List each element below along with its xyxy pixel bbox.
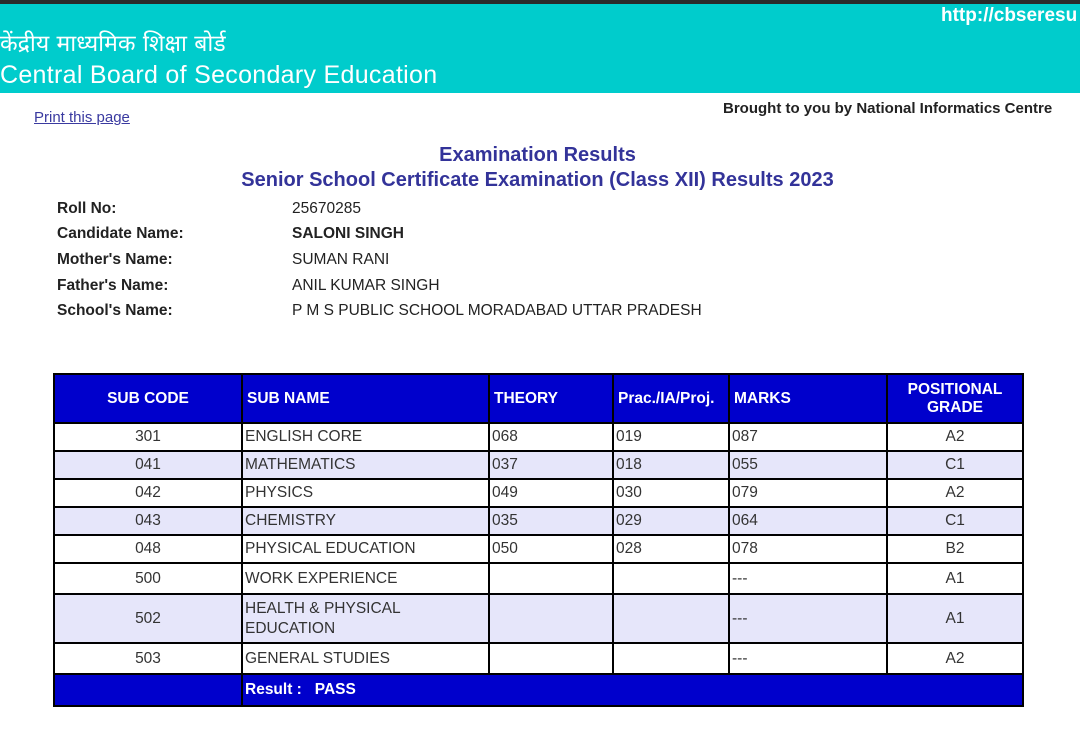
sub-code-cell: 503 — [55, 644, 241, 673]
table-row — [55, 480, 1022, 506]
sub-code-cell: 301 — [55, 424, 241, 450]
roll-no-label: Roll No: — [57, 200, 117, 217]
practical-cell — [614, 564, 728, 593]
result-row — [55, 675, 1022, 705]
sub-code-cell: 042 — [55, 480, 241, 506]
grade-cell: C1 — [888, 452, 1022, 478]
theory-cell — [490, 564, 612, 593]
sub-code-cell: 043 — [55, 508, 241, 534]
grade-cell: A1 — [888, 595, 1022, 642]
theory-cell: 050 — [490, 536, 612, 562]
header-practical: Prac./IA/Proj. — [614, 375, 728, 422]
sub-name-cell: GENERAL STUDIES — [243, 644, 488, 673]
site-url: http://cbseresu — [941, 5, 1078, 26]
practical-cell — [614, 595, 728, 642]
school-name-label: School's Name: — [57, 302, 173, 319]
header-sub-code: SUB CODE — [55, 375, 241, 422]
header-marks: MARKS — [730, 375, 886, 422]
sub-code-cell: 500 — [55, 564, 241, 593]
exam-subtitle: Senior School Certificate Examination (Class XII) Results 2023 — [241, 169, 834, 191]
marks-cell: --- — [730, 564, 886, 593]
theory-cell — [490, 595, 612, 642]
marks-cell: --- — [730, 595, 886, 642]
header-grade-line2: GRADE — [927, 398, 983, 416]
sub-name-cell: ENGLISH CORE — [243, 424, 488, 450]
father-name-row — [0, 277, 1000, 299]
result-cell — [243, 675, 1022, 705]
sub-name-cell: CHEMISTRY — [243, 508, 488, 534]
mother-name-label: Mother's Name: — [57, 251, 173, 268]
header-positional-grade — [888, 375, 1022, 422]
grade-cell: A1 — [888, 564, 1022, 593]
table-row — [55, 536, 1022, 562]
sub-name-cell: PHYSICS — [243, 480, 488, 506]
sub-code-cell: 041 — [55, 452, 241, 478]
marks-cell: 087 — [730, 424, 886, 450]
table-row — [55, 424, 1022, 450]
header-grade-line1: POSITIONAL — [907, 380, 1003, 398]
theory-cell: 037 — [490, 452, 612, 478]
header-banner — [0, 4, 1080, 93]
marks-cell: --- — [730, 644, 886, 673]
marks-table — [53, 373, 1024, 707]
practical-cell: 030 — [614, 480, 728, 506]
father-name-value: ANIL KUMAR SINGH — [292, 277, 440, 294]
result-spacer-cell — [55, 675, 241, 705]
table-row — [55, 644, 1022, 673]
mother-name-value: SUMAN RANI — [292, 251, 390, 268]
marks-cell: 064 — [730, 508, 886, 534]
nic-credit: Brought to you by National Informatics Centre — [723, 100, 1053, 117]
marks-cell: 079 — [730, 480, 886, 506]
sub-code-cell: 048 — [55, 536, 241, 562]
grade-cell: A2 — [888, 424, 1022, 450]
sub-name-cell: MATHEMATICS — [243, 452, 488, 478]
practical-cell: 019 — [614, 424, 728, 450]
grade-cell: C1 — [888, 508, 1022, 534]
father-name-label: Father's Name: — [57, 277, 169, 294]
table-row — [55, 595, 1022, 642]
sub-name-cell: HEALTH & PHYSICAL EDUCATION — [243, 595, 488, 642]
theory-cell: 035 — [490, 508, 612, 534]
board-title-english: Central Board of Secondary Education — [0, 61, 438, 89]
result-value: PASS — [314, 681, 356, 698]
print-page-link[interactable]: Print this page — [34, 109, 130, 126]
roll-no-row — [0, 200, 1000, 222]
roll-no-value: 25670285 — [292, 200, 361, 217]
marks-cell: 055 — [730, 452, 886, 478]
grade-cell: A2 — [888, 644, 1022, 673]
result-label: Result : — [245, 681, 302, 698]
theory-cell — [490, 644, 612, 673]
sub-code-cell: 502 — [55, 595, 241, 642]
mother-name-row — [0, 251, 1000, 273]
school-name-row — [0, 302, 1000, 324]
grade-cell: A2 — [888, 480, 1022, 506]
theory-cell: 068 — [490, 424, 612, 450]
grade-cell: B2 — [888, 536, 1022, 562]
table-row — [55, 564, 1022, 593]
practical-cell: 018 — [614, 452, 728, 478]
practical-cell: 029 — [614, 508, 728, 534]
header-sub-name: SUB NAME — [243, 375, 488, 422]
candidate-name-value: SALONI SINGH — [292, 225, 404, 242]
theory-cell: 049 — [490, 480, 612, 506]
candidate-name-label: Candidate Name: — [57, 225, 184, 242]
practical-cell — [614, 644, 728, 673]
table-header-row — [55, 375, 1022, 422]
page-title: Examination Results — [439, 144, 636, 166]
sub-name-cell: PHYSICAL EDUCATION — [243, 536, 488, 562]
table-row — [55, 452, 1022, 478]
board-title-hindi: केंद्रीय माध्यमिक शिक्षा बोर्ड — [0, 31, 226, 57]
table-row — [55, 508, 1022, 534]
sub-name-cell: WORK EXPERIENCE — [243, 564, 488, 593]
candidate-name-row — [0, 225, 1000, 247]
practical-cell: 028 — [614, 536, 728, 562]
school-name-value: P M S PUBLIC SCHOOL MORADABAD UTTAR PRADESH — [292, 302, 702, 319]
marks-cell: 078 — [730, 536, 886, 562]
header-theory: THEORY — [490, 375, 612, 422]
